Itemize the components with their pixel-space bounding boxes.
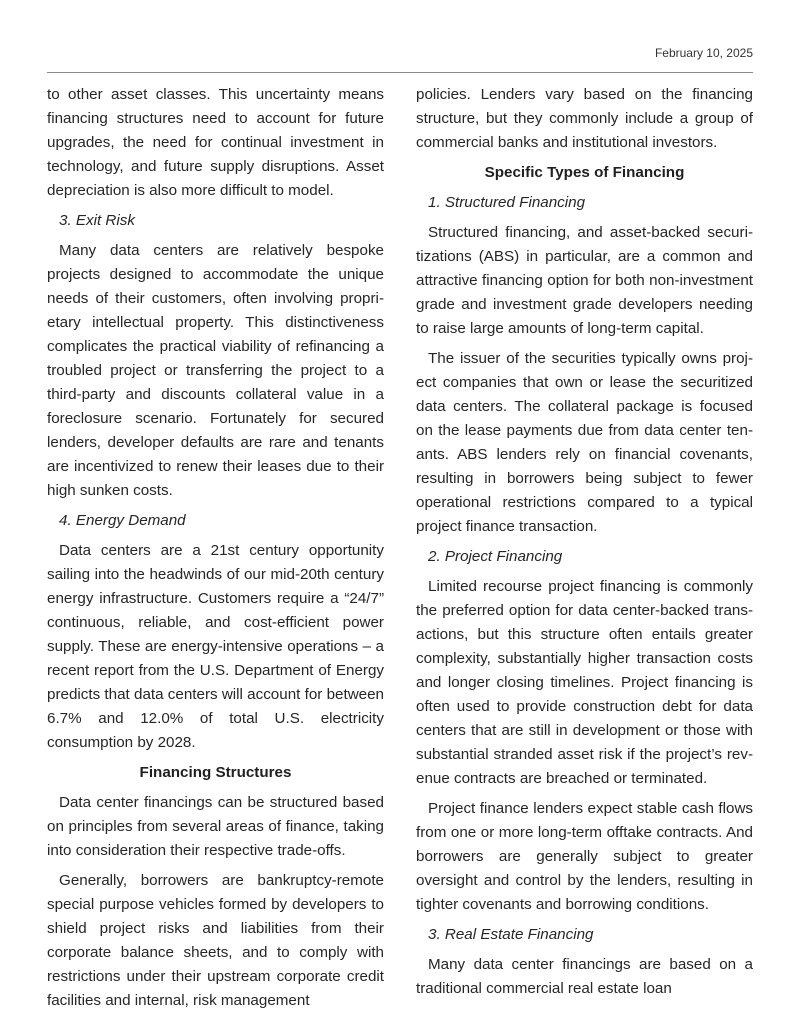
paragraph: Generally, borrowers are bankruptcy-remote special purpose vehicles formed by developers to shield project risks and liabilities from their corporate balance sheets, and to comply with restrictions under their upstream corporate credit facilities and internal, risk management	[47, 872, 384, 1009]
right-column	[416, 83, 753, 1007]
paragraph: Many data center financings are based on a traditional commercial real estate loan	[416, 956, 753, 997]
subheading-real-estate-financing: 3. Real Estate Financing	[428, 926, 594, 943]
paragraph: Data centers are a 21st century opportunity sailing into the headwinds of our mid-20th century energy infrastructure. Customers require a “24/7” continuous, reliable, and cost-efficient power supply. These are energy-intensive operations – a recent report from the U.S. Department of Energy predicts that data centers will account for between 6.7% and 12.0% of total U.S. electricity consumption by 2028.	[47, 542, 384, 751]
subheading-exit-risk: 3. Exit Risk	[59, 212, 135, 229]
page-date: February 10, 2025	[654, 46, 753, 60]
paragraph: to other asset classes. This uncertainty means financing structures need to account for future upgrades, the need for continual investment in technology, and future supply disruptions. Asset depreciation is also more difficult to model.	[47, 86, 384, 199]
subheading-project-financing: 2. Project Financing	[428, 548, 563, 565]
subheading-energy-demand: 4. Energy Demand	[59, 512, 186, 529]
paragraph: Data center financings can be structured based on principles from several areas of finance, taking into consideration their respective trade-offs.	[47, 794, 384, 859]
paragraph: policies. Lenders vary based on the financing structure, but they commonly include a group of commercial banks and institutional investors.	[416, 86, 753, 151]
paragraph: Many data centers are relatively bespoke projects designed to accommodate the unique needs of their customers, often involving proprietary intellectual property. This distinctiveness complicates the practical viability of refinancing a troubled project or transferring the project to a third-party and discounts collateral value in a foreclosure scenario. Fortunately for secured lenders, developer defaults are rare and tenants are incentivized to renew their leases due to their high sunken costs.	[47, 242, 384, 499]
paragraph: The issuer of the securities typically owns project companies that own or lease the securitized data centers. The collateral package is focused on the lease payments due from data center tenants. ABS lenders rely on financial covenants, resulting in borrowers being subject to fewer operational restrictions compared to a typical project finance transaction.	[416, 350, 753, 535]
paragraph: Project finance lenders expect stable cash flows from one or more long-term offtake contracts. And borrowers are generally subject to greater oversight and control by the lenders, resulting in tighter covenants and borrowing conditions.	[416, 800, 753, 913]
header-divider	[47, 72, 753, 73]
left-column	[47, 83, 384, 1019]
section-heading-financing-structures: Financing Structures	[139, 764, 292, 781]
paragraph: Limited recourse project financing is commonly the preferred option for data center-backed transactions, but this structure often entails greater complexity, substantially higher transaction costs and longer closing timelines. Project financing is often used to provide construction debt for data centers that are still in development or those with substantial stranded asset risk if the project’s revenue contracts are breached or terminated.	[416, 578, 753, 787]
section-heading-specific-types: Specific Types of Financing	[484, 164, 685, 181]
paragraph: Structured financing, and asset-backed securitizations (ABS) in particular, are a common and attractive financing option for both non-investment grade and investment grade developers needing to raise large amounts of long-term capital.	[416, 224, 753, 337]
subheading-structured-financing: 1. Structured Financing	[428, 194, 586, 211]
